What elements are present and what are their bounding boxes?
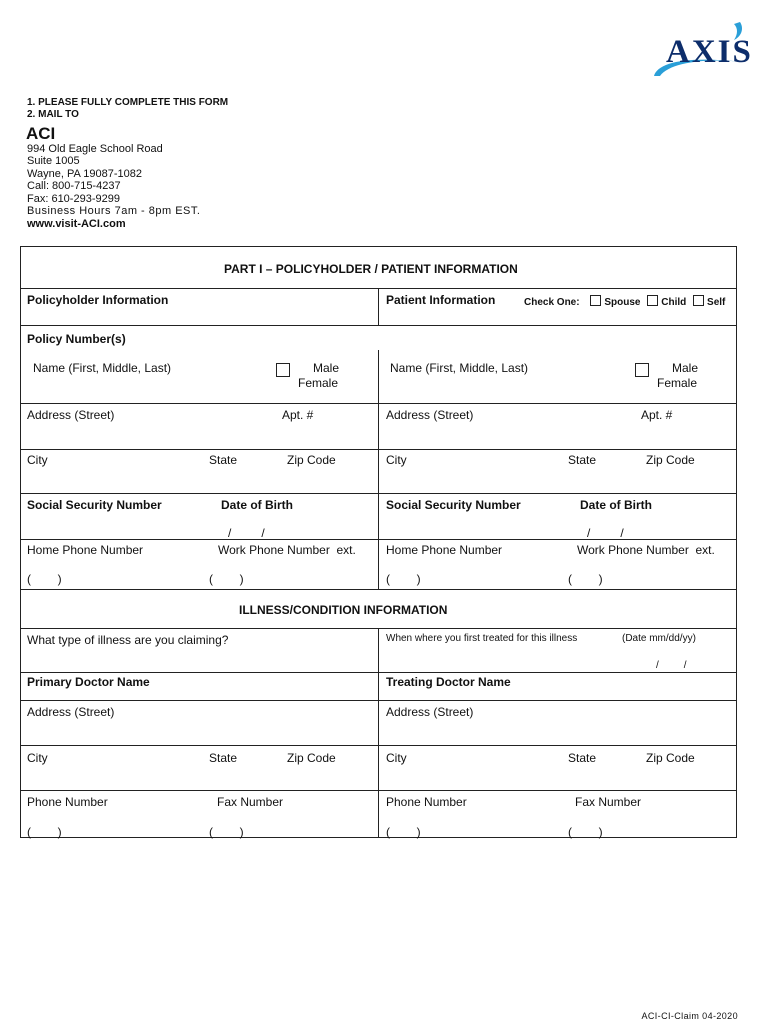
primary-doctor-zip-label: Zip Code (287, 751, 336, 765)
policyholder-name-label: Name (First, Middle, Last) (33, 361, 172, 375)
self-checkbox[interactable] (693, 295, 704, 306)
patient-work-area-code: ( ) (568, 572, 603, 586)
policyholder-address-label: Address (Street) (27, 408, 115, 422)
mail-to-address (27, 143, 200, 217)
primary-doctor-address-label: Address (Street) (27, 705, 115, 719)
primary-doctor-city-label: City (27, 751, 48, 765)
policyholder-dob-slashes: / / (228, 526, 265, 540)
policyholder-city-label: City (27, 453, 48, 467)
primary-doctor-label: Primary Doctor Name (27, 675, 150, 689)
rule (20, 589, 737, 590)
policyholder-work-area-code: ( ) (209, 572, 244, 586)
ext-text: ext. (336, 543, 356, 557)
business-hours: Business Hours 7am - 8pm EST. (27, 205, 201, 218)
relationship-check (524, 295, 725, 308)
part1-title: PART I – POLICYHOLDER / PATIENT INFORMATION (224, 262, 518, 276)
logo-text: AXIS (666, 34, 753, 70)
instruction-step2: 2. MAIL TO (27, 109, 79, 120)
policyholder-home-area-code: ( ) (27, 572, 62, 586)
phone-call: Call: 800-715-4237 (27, 180, 121, 193)
address-street: 994 Old Eagle School Road (27, 143, 163, 155)
first-treated-label: When where you first treated for this illness (386, 633, 578, 644)
mail-to-name: ACI (26, 124, 56, 143)
address-city: Wayne, PA 19087-1082 (27, 167, 142, 180)
check-one-label: Check One: (524, 297, 580, 308)
primary-doctor-fax-area: ( ) (209, 825, 244, 839)
patient-home-phone-label: Home Phone Number (386, 543, 503, 557)
treated-date-slashes: / / (656, 660, 687, 671)
policyholder-heading: Policyholder Information (27, 293, 169, 307)
patient-zip-label: Zip Code (646, 453, 695, 467)
treating-doctor-fax-area: ( ) (568, 825, 603, 839)
patient-gender-checkbox[interactable] (635, 363, 649, 377)
patient-heading: Patient Information (386, 293, 496, 307)
treating-doctor-fax-label: Fax Number (575, 795, 642, 809)
patient-apt-label: Apt. # (641, 408, 673, 422)
policyholder-male-label: Male (313, 361, 340, 375)
patient-work-phone-label (577, 543, 715, 557)
treating-doctor-phone-area: ( ) (386, 825, 421, 839)
patient-dob-label: Date of Birth (580, 498, 652, 512)
patient-address-label: Address (Street) (386, 408, 474, 422)
treating-doctor-label: Treating Doctor Name (386, 675, 511, 689)
treating-doctor-state-label: State (568, 751, 597, 765)
policyholder-gender-checkbox[interactable] (276, 363, 290, 377)
patient-ssn-label: Social Security Number (386, 498, 521, 512)
patient-name-label: Name (First, Middle, Last) (390, 361, 529, 375)
policyholder-work-phone-label (218, 543, 356, 557)
date-format-label: (Date mm/dd/yy) (622, 633, 696, 644)
illness-question: What type of illness are you claiming? (27, 633, 229, 647)
work-phone-text: Work Phone Number (218, 543, 330, 557)
patient-dob-slashes: / / (587, 526, 624, 540)
axis-logo (648, 18, 753, 84)
patient-city-label: City (386, 453, 407, 467)
patient-home-area-code: ( ) (386, 572, 421, 586)
patient-male-label: Male (672, 361, 699, 375)
instruction-step1: 1. PLEASE FULLY COMPLETE THIS FORM (27, 97, 229, 108)
primary-doctor-phone-label: Phone Number (27, 795, 108, 809)
website-link[interactable]: www.visit-ACI.com (27, 218, 126, 230)
rule (20, 325, 737, 326)
treating-doctor-city-label: City (386, 751, 407, 765)
form-code: ACI-CI-Claim 04-2020 (641, 1011, 738, 1021)
child-label: Child (661, 297, 687, 308)
column-divider (378, 288, 379, 325)
spouse-label: Spouse (604, 297, 641, 308)
illness-title: ILLNESS/CONDITION INFORMATION (239, 603, 448, 617)
primary-doctor-phone-area: ( ) (27, 825, 62, 839)
policyholder-ssn-label: Social Security Number (27, 498, 162, 512)
treating-doctor-address-label: Address (Street) (386, 705, 474, 719)
policyholder-apt-label: Apt. # (282, 408, 314, 422)
primary-doctor-state-label: State (209, 751, 238, 765)
policyholder-state-label: State (209, 453, 238, 467)
patient-female-label: Female (657, 376, 698, 390)
policyholder-female-label: Female (298, 376, 339, 390)
primary-doctor-fax-label: Fax Number (217, 795, 284, 809)
column-divider (378, 628, 379, 838)
address-suite: Suite 1005 (27, 155, 80, 168)
policyholder-home-phone-label: Home Phone Number (27, 543, 144, 557)
spouse-checkbox[interactable] (590, 295, 601, 306)
work-phone-text: Work Phone Number (577, 543, 689, 557)
phone-fax: Fax: 610-293-9299 (27, 192, 120, 205)
policy-numbers-label: Policy Number(s) (27, 332, 126, 346)
policyholder-zip-label: Zip Code (287, 453, 336, 467)
column-divider (378, 350, 379, 589)
treating-doctor-phone-label: Phone Number (386, 795, 467, 809)
ext-text: ext. (695, 543, 715, 557)
treating-doctor-zip-label: Zip Code (646, 751, 695, 765)
policyholder-dob-label: Date of Birth (221, 498, 293, 512)
patient-state-label: State (568, 453, 597, 467)
self-label: Self (707, 297, 726, 308)
child-checkbox[interactable] (647, 295, 658, 306)
